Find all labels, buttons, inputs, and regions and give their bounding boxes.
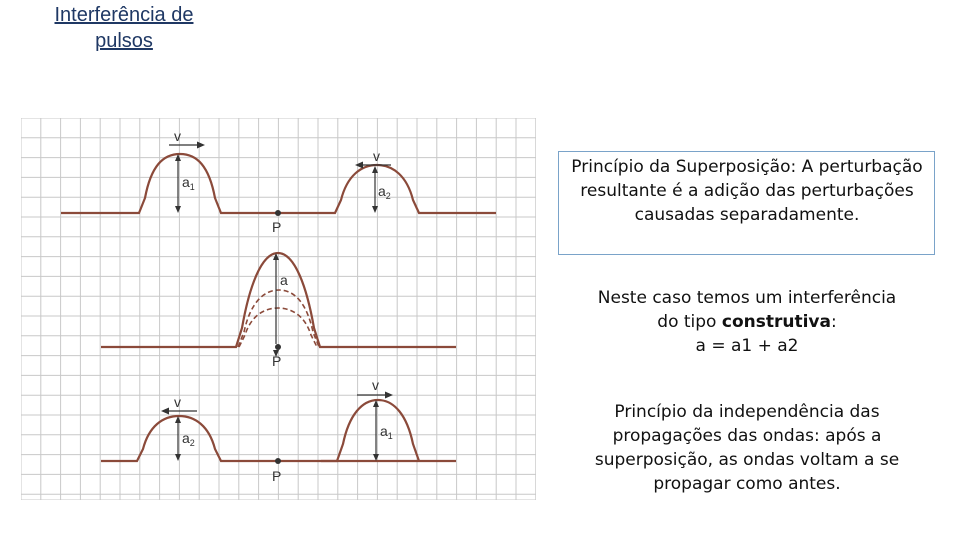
page-title [38,2,210,54]
independence-principle-text: Princípio da independência das propagações das ondas: após a superposição, as ondas voltam a se propagar como antes. [594,402,900,494]
point-p-marker [275,344,281,350]
label-p: P [272,353,282,369]
label-v: v [174,128,181,144]
label-v: v [373,148,380,164]
constructive-line-1: Neste caso temos um interferência [597,288,897,308]
label-v: v [174,394,181,410]
constructive-suffix: : [830,312,837,332]
label-a: a [280,272,288,288]
constructive-keyword: construtiva [721,312,831,332]
constructive-formula: a = a1 + a2 [695,336,799,356]
pulse-interference-figure [21,118,536,500]
grid [21,118,536,500]
title-line-2: pulsos [95,30,153,52]
constructive-line-2 [562,310,932,334]
constructive-prefix: do tipo [657,312,722,332]
label-a2: $a_2$ [378,183,391,201]
label-a1: $a_1$ [182,174,195,192]
point-p-marker [275,210,281,216]
label-v: v [372,377,379,393]
constructive-interference-text [562,286,932,358]
label-a1: $a_1$ [380,423,393,441]
superposition-principle-text: Princípio da Superposição: A perturbação resultante é a adição das perturbações causadas separadamente. [571,157,923,225]
label-a2: $a_2$ [182,430,195,448]
label-p: P [272,219,282,235]
title-line-1: Interferência de [54,4,194,26]
point-p-marker [275,458,281,464]
label-p: P [272,468,282,484]
